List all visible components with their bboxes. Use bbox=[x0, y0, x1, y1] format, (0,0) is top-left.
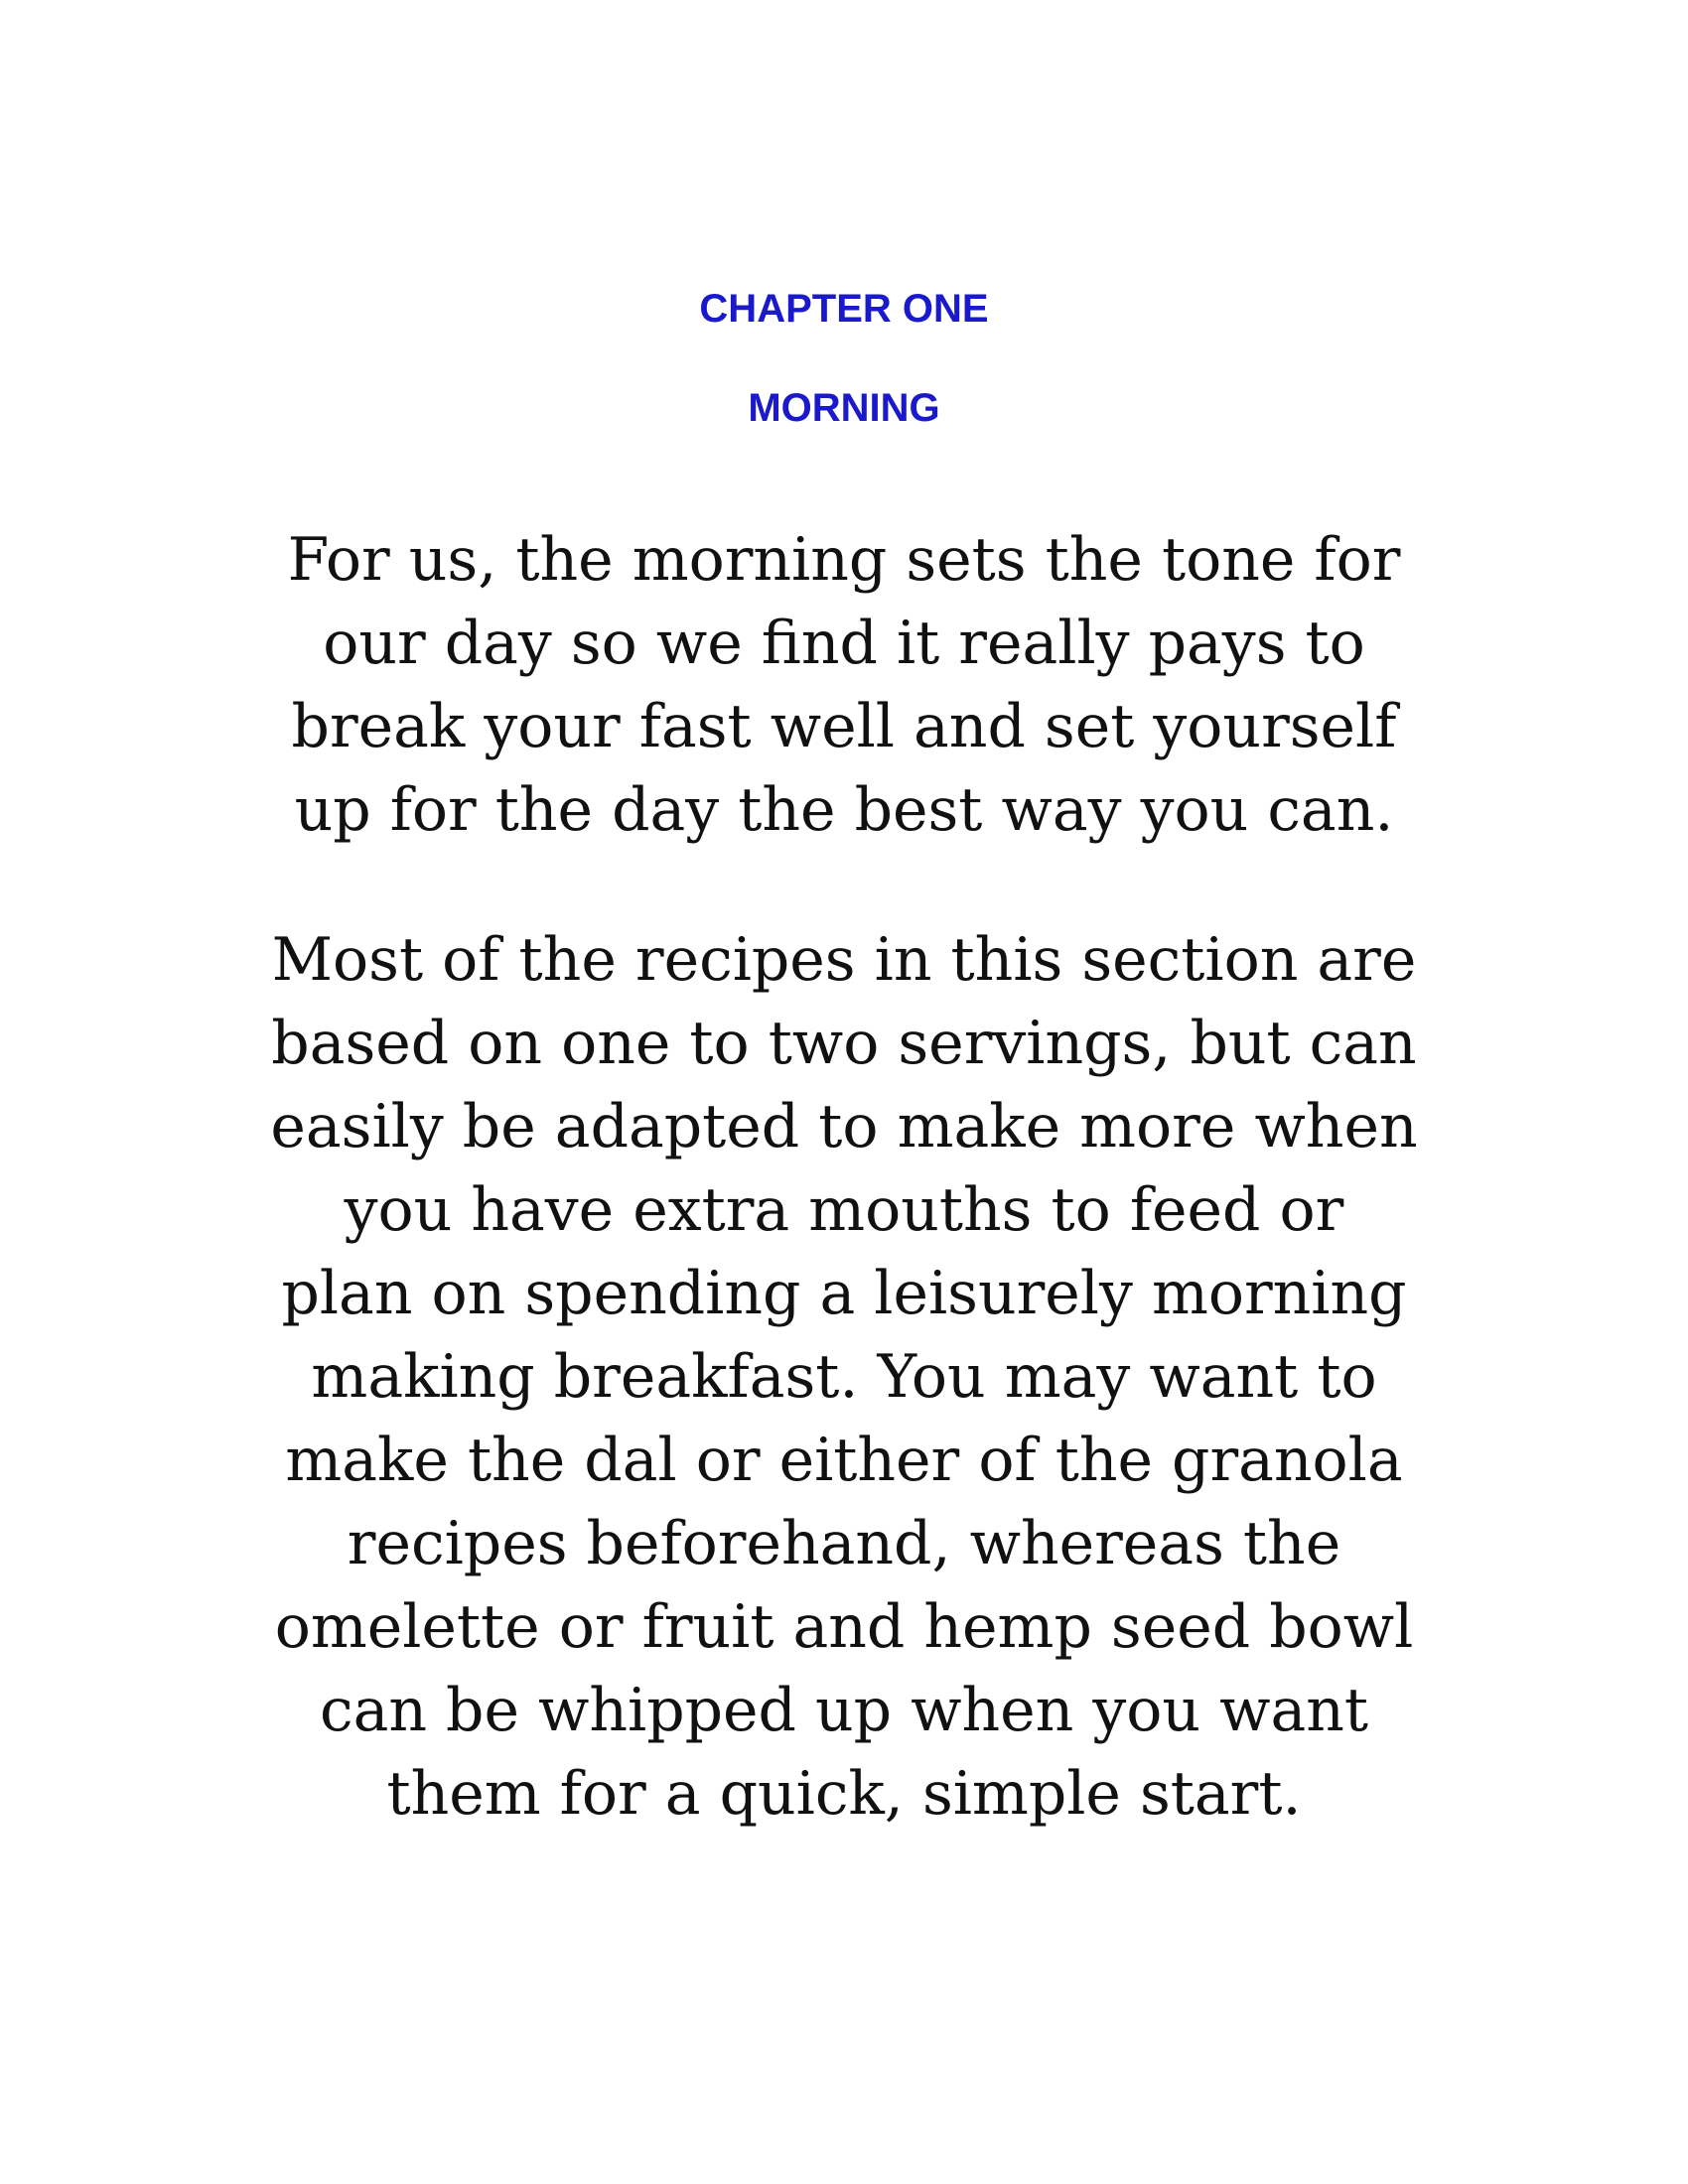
intro-paragraph: For us, the morning sets the tone for our day so we find it really pays to break your fast well and set yourself up for the day the best way you can. bbox=[287, 525, 1401, 845]
chapter-number-heading: CHAPTER ONE bbox=[699, 287, 989, 331]
chapter-title-heading: MORNING bbox=[748, 386, 940, 430]
recipes-paragraph: Most of the recipes in this section are based on one to two servings, but can easily be adapted to make more when you have extra mouths to feed or plan on spending a leisurely morning making breakfast. You may want to make the dal or either of the granola recipes beforehand, whereas the omelette or fruit and hemp seed bowl can be whipped up when you want them for a quick, simple start. bbox=[270, 925, 1418, 1829]
